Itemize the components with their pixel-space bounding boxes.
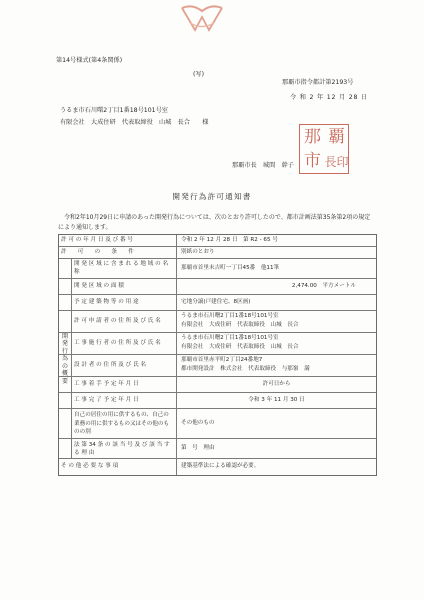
row-label: 自己の居住の用に供するもの、自己の業務の用に供するもの又はその他のものの別 <box>71 409 177 438</box>
table-row <box>59 409 376 439</box>
side-label-char: 行 <box>61 347 68 355</box>
side-label-char: 要 <box>61 377 68 385</box>
row-label: そ の 他 必 要 な 事 項 <box>59 459 177 475</box>
table-row <box>59 393 376 409</box>
row-label: 法 第 34 条 の 該 当 号 及 び 該 当 す る 理 由 <box>71 439 177 458</box>
issuer-name: 那覇市長 城間 幹子 <box>232 162 294 169</box>
table-row <box>59 377 376 393</box>
row-value <box>177 311 376 332</box>
row-value: 2,474.00 平方メートル <box>291 283 356 289</box>
table-row <box>59 235 376 247</box>
table-row <box>59 311 376 333</box>
seal-char: 長印 <box>324 154 349 169</box>
row-value-line: 都市開発設計 株式会社 代表取締役 与那嶺 満 <box>181 366 310 372</box>
row-label: 工 事 着 手 予 定 年 月 日 <box>71 377 177 392</box>
table-row <box>59 355 376 377</box>
table-row <box>59 295 376 311</box>
document-title: 開発行為許可通知書 <box>172 192 252 201</box>
side-label-char: 為 <box>61 355 68 363</box>
row-value <box>177 355 376 376</box>
row-value: 別紙のとおり <box>181 249 215 255</box>
row-value-line: うるま市石川曙2丁目1番18号101号室 <box>181 335 279 341</box>
row-label: 工 事 施 行 者 の 住 所 及 び 氏 名 <box>71 333 177 354</box>
row-value: 令和 3 年 11 月 30 日 <box>248 397 305 403</box>
row-value-line: 有限会社 大成住研 代表取締役 山城 長合 <box>181 322 299 328</box>
side-label-char: 開 <box>61 333 68 341</box>
row-value: その他のもの <box>181 420 215 426</box>
seal-char: 那 <box>304 127 321 147</box>
row-value-line: うるま市石川曙2丁目1番18号101号室 <box>181 313 279 319</box>
row-value: 許可日から <box>262 381 291 387</box>
city-mayor-seal <box>299 124 349 174</box>
row-value: 宅地分譲(戸建住宅、8区画) <box>181 299 251 305</box>
row-label: 開 発 区 域 に 含 ま れ る 地 域 の 名 称 <box>71 259 177 278</box>
side-label-char: 発 <box>61 340 68 348</box>
row-label: 開 発 区 域 の 面 積 <box>71 279 177 294</box>
row-label: 設 計 者 の 住 所 及 び 氏 名 <box>71 355 177 376</box>
document-number: 那覇市指令都計第2193号 <box>282 79 354 86</box>
row-value-line: 有限会社 大成住研 代表取締役 山城 長合 <box>181 344 299 350</box>
permit-table <box>58 234 377 476</box>
row-value: 第 号 理由 <box>181 445 215 451</box>
table-row <box>59 259 376 279</box>
row-label: 許 可 の 条 件 <box>59 247 177 258</box>
recipient-name: 有限会社 大成住研 代表取締役 山城 長合 様 <box>60 119 209 126</box>
row-value: 令和 2 年 12 月 28 日 第 R2 - 65 号 <box>181 237 278 243</box>
form-number: 第14号様式(第4条関係) <box>56 57 123 64</box>
seal-char: 覇 <box>328 127 345 147</box>
intro-paragraph: 令和2年10月29日に申請のあった開発行為については、次のとおり許可したので、都市計画法第35条第2項の規定により通知します。 <box>58 214 371 231</box>
row-value: 建築基準法による確認が必要。 <box>181 463 260 469</box>
side-label-char: の <box>61 362 68 370</box>
row-label: 工 事 完 了 予 定 年 月 日 <box>71 393 177 408</box>
document-date: 令 和 2 年 12 月 28 日 <box>290 94 368 101</box>
row-label: 許 可 の 年 月 日 及 び 番 号 <box>59 235 177 246</box>
copy-tag: (写) <box>193 71 205 78</box>
seal-mark-icon <box>179 4 225 34</box>
row-value-line: 那覇市首里赤平町2丁目24番地7 <box>181 357 263 363</box>
row-value <box>177 333 376 354</box>
table-row <box>59 333 376 355</box>
table-row <box>59 439 376 459</box>
table-row <box>59 279 376 295</box>
row-label: 予 定 建 築 物 等 の 用 途 <box>71 295 177 310</box>
row-value: 那覇市首里末吉町一丁目45番 他11筆 <box>181 265 280 271</box>
recipient-address: うるま市石川曙2丁目1番18号101号室 <box>60 107 168 114</box>
table-row <box>59 247 376 259</box>
table-row <box>59 459 376 475</box>
side-label-char: 概 <box>61 370 68 378</box>
row-label: 許 可 申 請 者 の 住 所 及 び 氏 名 <box>71 311 177 332</box>
seal-char: 市 <box>304 151 321 171</box>
